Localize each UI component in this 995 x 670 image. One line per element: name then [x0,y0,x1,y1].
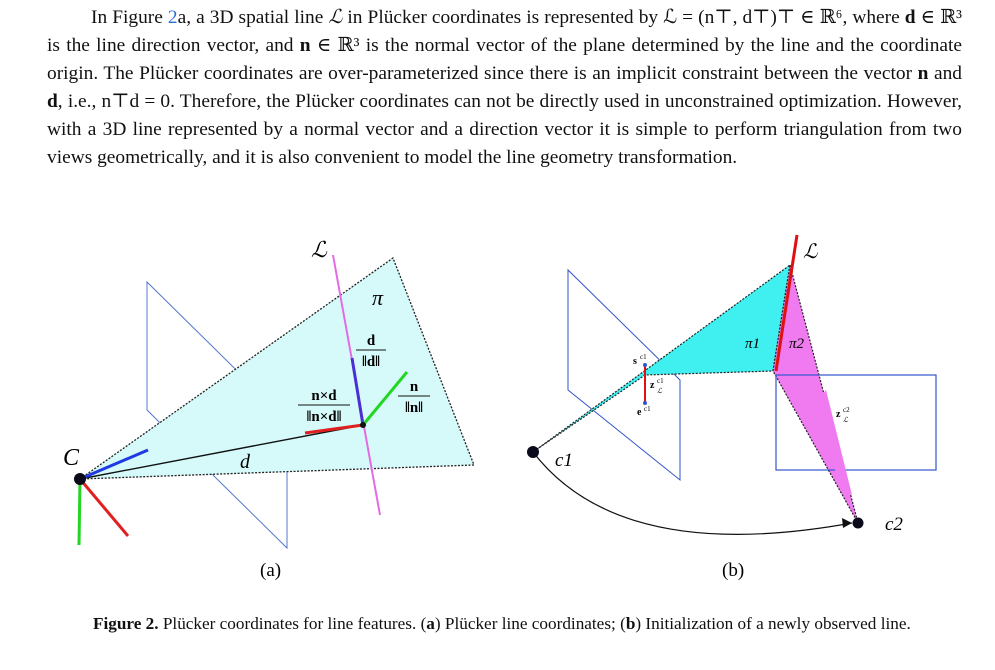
line-L-b-label: ℒ [803,241,818,263]
e-sup: c1 [644,405,651,413]
z2-sub: ℒ [843,416,849,424]
e-label: e [637,407,642,418]
nxd-frac-den: ‖n×d‖ [306,409,342,425]
n-frac-num: n [409,379,419,395]
camera-c1 [527,446,539,458]
para-text: and [928,63,962,84]
n-symbol: n [917,63,929,84]
caption-text: Plücker coordinates for line features. ( [158,614,427,633]
caption-a: a [426,614,435,633]
z1-sup: c1 [657,377,664,385]
camera-center [74,473,86,485]
d-symbol: d [47,91,58,112]
para-text: is the line direction vector, and [47,35,300,56]
image-plane-c2 [776,375,936,470]
figure-svg [0,225,995,595]
c2-label: c2 [885,514,903,535]
subfig-b-label: (b) [722,560,745,581]
body-paragraph [47,4,962,172]
plane-pi [80,258,474,479]
plane-pi-label: π [372,285,384,310]
para-text: , i.e., [57,91,102,112]
line-L-label: ℒ [311,237,327,262]
para-text: In Figure [91,7,168,28]
plucker-equation: ℒ = (n⊤, d⊤)⊤ ∈ ℝ⁶ [663,7,843,28]
line-symbol: ℒ [328,7,343,28]
caption-text: ) Plücker line coordinates; ( [434,614,626,633]
motion-arrowhead [842,518,852,528]
n-frac-den: ‖n‖ [404,400,424,416]
s-sup: c1 [640,353,647,361]
distance-label: d [240,451,250,473]
pi2-label: π2 [789,336,805,352]
z1-sub: ℒ [657,387,663,395]
nxd-frac-num: n×d [311,388,337,404]
image-plane-c1 [568,270,680,480]
caption-b: b [625,614,636,633]
caption-text: ) Initialization of a newly observed line. [635,614,911,633]
panel-a [63,237,474,581]
para-text: in Plücker coordinates is represented by [342,7,664,28]
figure-ref-link[interactable]: 2 [167,7,178,28]
s-point [643,363,647,367]
para-text: , where [842,7,905,28]
z1-label: z [650,380,655,391]
d-symbol: d [904,7,916,28]
c1-label: c1 [555,450,573,471]
camera-label: C [63,445,80,471]
panel-b [527,235,936,581]
subfig-a-label: (a) [260,560,282,581]
d-domain: ∈ ℝ³ [915,7,962,28]
z2-label: z [836,409,841,420]
figure-caption [93,611,933,637]
plane-pi1 [533,265,790,452]
camera-c2 [853,518,864,529]
foot-point [360,422,366,428]
camera-axis-y [80,479,128,536]
z2-sup: c2 [843,406,850,414]
n-symbol: n [299,35,311,56]
para-text: is the normal vector of the plane determined by the line and the coordinate origin. The Plücker coordinates are over-parameterized since there is an implicit constraint between the vector [47,35,962,84]
d-frac-num: d [366,333,376,349]
figure-2 [0,225,995,595]
n-domain: ∈ ℝ³ [310,35,360,56]
constraint-equation: n⊤d = 0 [101,91,171,112]
camera-axis-z [79,479,80,545]
para-text: a, a 3D spatial line [177,7,329,28]
d-frac-den: ‖d‖ [361,354,381,370]
pi1-label: π1 [745,336,761,352]
s-label: s [633,356,637,367]
para-text: . Therefore, the Plücker coordinates can not be directly used in unconstrained optimization. However, with a 3D line represented by a normal vector and a direction vector it is simple to perform triangulation from two views geometrically, and it is also convenient to model the line geometry transformation. [47,91,963,168]
caption-figure-number: Figure 2. [93,614,159,633]
